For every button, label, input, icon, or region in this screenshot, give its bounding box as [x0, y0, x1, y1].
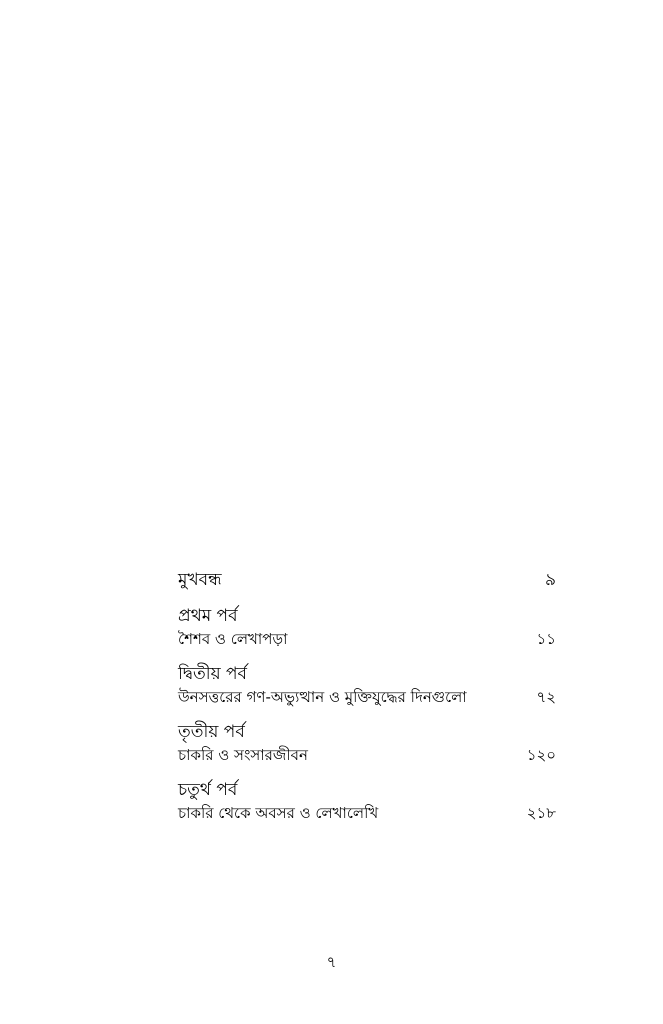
toc-chapter-title: উনসত্তরের গণ-অভ্যুত্থান ও মুক্তিযুদ্ধের দিনগুলো: [178, 688, 467, 706]
toc-chapter-title: চাকরি থেকে অবসর ও লেখালেখি: [178, 804, 379, 822]
toc-preface-title: মুখবন্ধ: [178, 570, 222, 590]
toc-part-2: [178, 662, 556, 708]
toc-part-title: চতুর্থ পর্ব: [178, 780, 238, 800]
toc-chapter-title: চাকরি ও সংসারজীবন: [178, 746, 308, 764]
toc-page-number: ২১৮: [526, 804, 556, 822]
toc-part-title: দ্বিতীয় পর্ব: [178, 664, 248, 684]
toc-page-number: ১২০: [526, 746, 556, 764]
toc-row: [178, 686, 556, 708]
toc-row: [178, 628, 556, 650]
toc-preface: [178, 568, 556, 592]
toc-row: [178, 568, 556, 592]
toc-row: [178, 802, 556, 824]
table-of-contents: [178, 568, 556, 824]
footer-page-number: ৭: [326, 953, 337, 971]
toc-part-1: [178, 604, 556, 650]
toc-part-title: প্রথম পর্ব: [178, 606, 238, 626]
toc-row: [178, 744, 556, 766]
toc-part-4: [178, 778, 556, 824]
toc-chapter-title: শৈশব ও লেখাপড়া: [178, 630, 288, 648]
toc-page-number: ১১: [536, 630, 556, 648]
toc-part-3: [178, 720, 556, 766]
toc-page-number: ৯: [544, 570, 556, 590]
toc-part-title: তৃতীয় পর্ব: [178, 722, 245, 742]
toc-page-number: ৭২: [536, 688, 556, 706]
